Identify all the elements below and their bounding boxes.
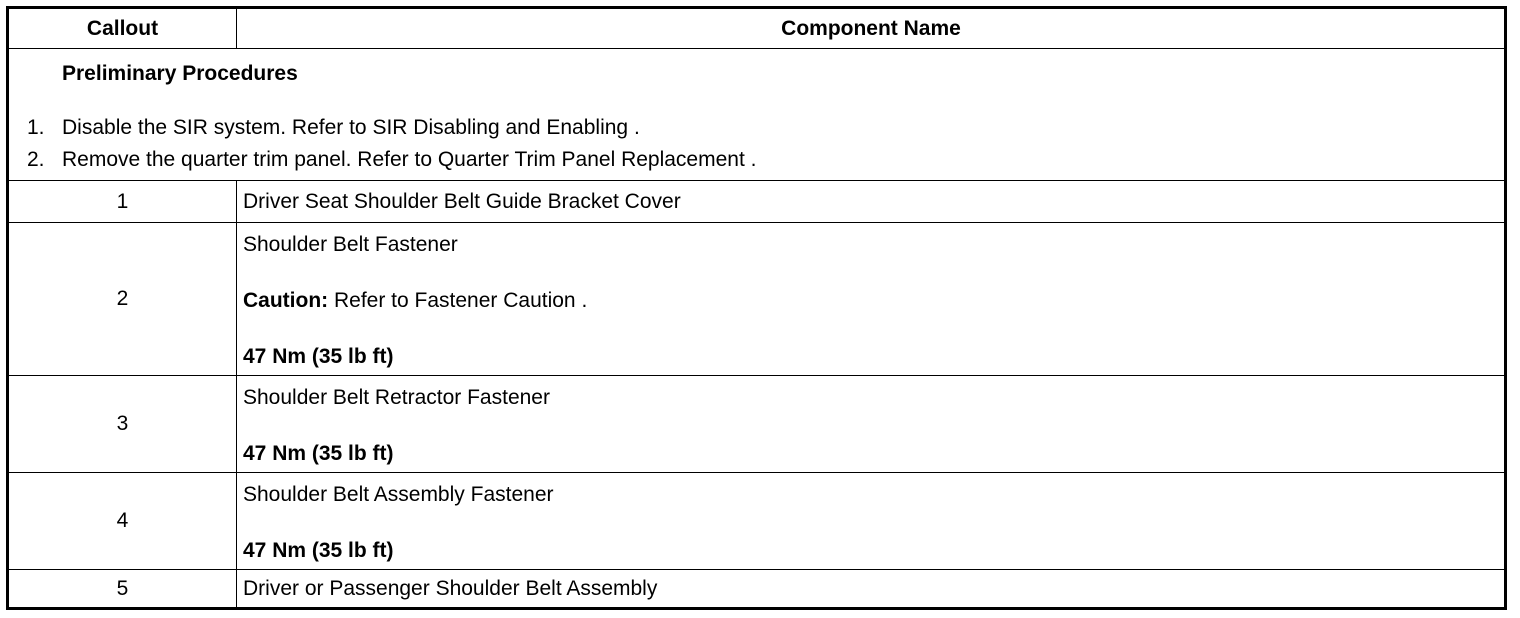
preliminary-title: Preliminary Procedures (62, 62, 298, 85)
component-cell (238, 223, 1504, 375)
header-component-name: Component Name (781, 16, 961, 40)
callout-number: 1 (9, 181, 237, 222)
table-row (9, 376, 1504, 473)
table-header-row (9, 9, 1504, 49)
component-name: Driver Seat Shoulder Belt Guide Bracket Cover (243, 189, 681, 213)
caution-text: Refer to Fastener Caution . (328, 289, 588, 312)
preliminary-step (27, 116, 640, 140)
caution-label: Caution: (243, 289, 329, 312)
table-row (9, 181, 1504, 223)
callout-number: 3 (9, 376, 237, 472)
callout-number: 5 (9, 570, 237, 607)
callout-number: 4 (9, 473, 237, 569)
component-name: Shoulder Belt Fastener (243, 233, 458, 256)
callout-number: 2 (9, 223, 237, 375)
preliminary-procedures (9, 49, 1504, 181)
component-name: Shoulder Belt Retractor Fastener (243, 386, 550, 409)
header-callout: Callout (9, 9, 237, 48)
torque-spec: 47 Nm (35 lb ft) (243, 345, 394, 368)
step-text: Disable the SIR system. Refer to SIR Disabling and Enabling . (62, 116, 640, 139)
torque-spec: 47 Nm (35 lb ft) (243, 539, 394, 562)
torque-spec: 47 Nm (35 lb ft) (243, 442, 394, 465)
step-number: 1. (27, 116, 45, 139)
component-name: Driver or Passenger Shoulder Belt Assembly (243, 576, 658, 600)
step-text: Remove the quarter trim panel. Refer to Quarter Trim Panel Replacement . (62, 148, 757, 171)
component-cell (238, 473, 1504, 569)
caution-line (243, 289, 587, 313)
component-name: Shoulder Belt Assembly Fastener (243, 483, 554, 506)
component-cell (238, 376, 1504, 472)
table-row (9, 473, 1504, 570)
table-row (9, 223, 1504, 376)
component-table (6, 6, 1507, 610)
preliminary-step (27, 148, 756, 172)
table-row (9, 570, 1504, 607)
step-number: 2. (27, 148, 45, 171)
